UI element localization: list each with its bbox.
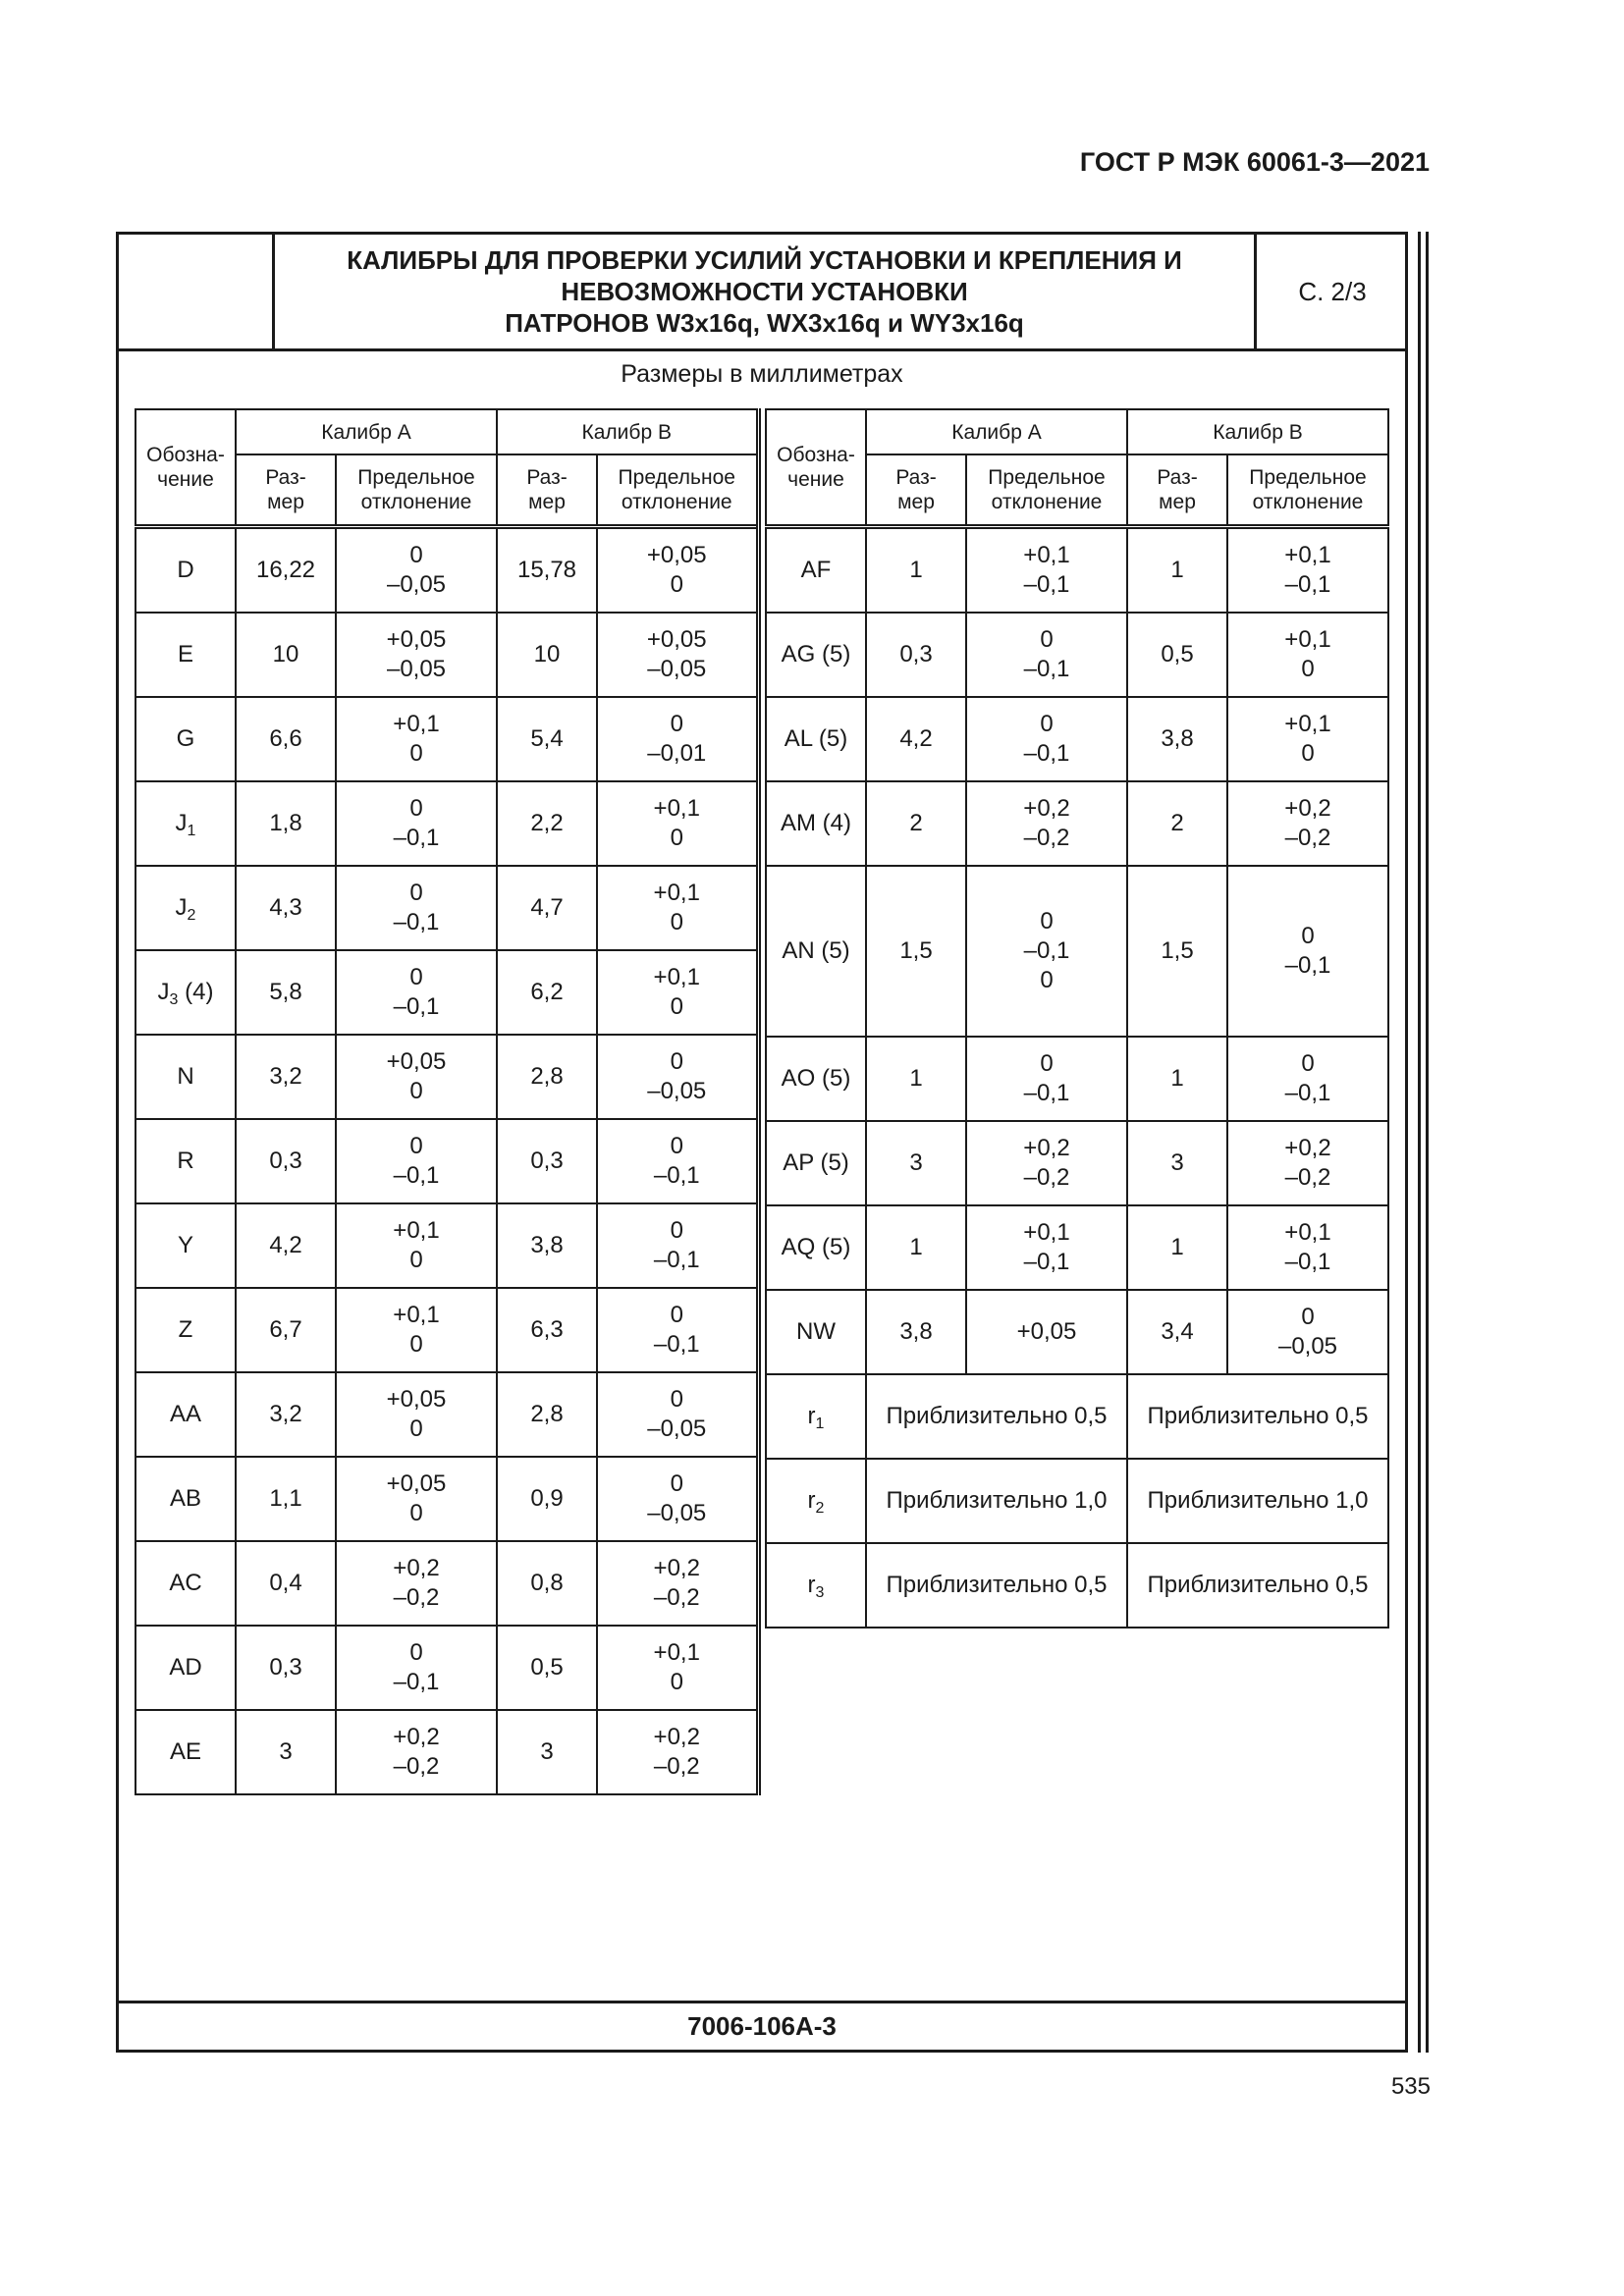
title-line: КАЛИБРЫ ДЛЯ ПРОВЕРКИ УСИЛИЙ УСТАНОВКИ И КРЕПЛЕНИЯ И	[347, 245, 1182, 275]
size-b: 2,2	[497, 781, 597, 866]
size-a: 5,8	[236, 950, 336, 1035]
sheet-code: 7006-106A-3	[687, 2011, 837, 2041]
designation: E	[135, 613, 236, 697]
size-b: 0,8	[497, 1541, 597, 1626]
table-row	[766, 1290, 1388, 1374]
designation: Z	[135, 1288, 236, 1372]
table-row	[766, 697, 1388, 781]
size-b: 5,4	[497, 697, 597, 781]
deviation-b: +0,05 0	[597, 527, 758, 614]
col-size: Раз- мер	[236, 454, 336, 527]
table-row	[135, 1119, 758, 1203]
table-row	[135, 1288, 758, 1372]
size-b: 0,3	[497, 1119, 597, 1203]
units-note: Размеры в миллиметрах	[621, 360, 903, 388]
size-b: 2,8	[497, 1372, 597, 1457]
size-b: 1	[1127, 527, 1227, 614]
header-rule	[119, 348, 1405, 351]
designation: AA	[135, 1372, 236, 1457]
col-deviation: Предельное отклонение	[336, 454, 497, 527]
deviation-b: 0 –0,1	[1227, 866, 1388, 1037]
size-b: 1	[1127, 1205, 1227, 1290]
deviation-b: 0 –0,05	[1227, 1290, 1388, 1374]
deviation-b: +0,1 0	[597, 950, 758, 1035]
deviation-a: +0,1 –0,1	[966, 527, 1127, 614]
designation: AG (5)	[766, 613, 866, 697]
title-line: ПАТРОНОВ W3x16q, WX3x16q и WY3x16q	[505, 308, 1024, 338]
designation: AC	[135, 1541, 236, 1626]
designation: $r_1$	[766, 1374, 866, 1459]
table-row	[766, 1374, 1388, 1459]
size-b: 0,5	[497, 1626, 597, 1710]
designation: $r_3$	[766, 1543, 866, 1628]
deviation-b: 0 –0,1	[597, 1119, 758, 1203]
deviation-a: 0 –0,1	[336, 866, 497, 950]
size-a: 0,4	[236, 1541, 336, 1626]
size-a: 4,2	[866, 697, 966, 781]
table-row	[135, 1710, 758, 1794]
designation: AN (5)	[766, 866, 866, 1037]
deviation-b: 0 –0,1	[597, 1203, 758, 1288]
deviation-a: +0,2 –0,2	[966, 1121, 1127, 1205]
size-a: 4,3	[236, 866, 336, 950]
table-row	[766, 1459, 1388, 1543]
sheet-title	[275, 235, 1254, 348]
table-row	[135, 1203, 758, 1288]
deviation-b: +0,1 –0,1	[1227, 1205, 1388, 1290]
deviation-b: 0 –0,01	[597, 697, 758, 781]
size-a: 0,3	[236, 1626, 336, 1710]
deviation-a: +0,2 –0,2	[966, 781, 1127, 866]
deviation-a: 0 –0,1	[966, 613, 1127, 697]
deviation-b: +0,2 –0,2	[597, 1710, 758, 1794]
size-a: Приблизительно 1,0	[866, 1459, 1127, 1543]
size-a: Приблизительно 0,5	[866, 1374, 1127, 1459]
table-row	[766, 866, 1388, 1037]
deviation-a: 0 –0,1	[336, 781, 497, 866]
deviation-a: +0,05 0	[336, 1372, 497, 1457]
col-designation: Обозна- чение	[766, 409, 866, 527]
size-a: 2	[866, 781, 966, 866]
designation: $J_3$ (4)	[135, 950, 236, 1035]
sheet-number: С. 2/3	[1298, 276, 1367, 306]
designation: AE	[135, 1710, 236, 1794]
designation: G	[135, 697, 236, 781]
size-a: 6,6	[236, 697, 336, 781]
size-a: 3	[866, 1121, 966, 1205]
size-a: 4,2	[236, 1203, 336, 1288]
table-row	[135, 866, 758, 950]
deviation-a: +0,1 0	[336, 1288, 497, 1372]
size-a: 3,2	[236, 1035, 336, 1119]
col-gauge-b: Калибр В	[1127, 409, 1388, 454]
frame-edge	[1418, 232, 1421, 2053]
col-gauge-a: Калибр А	[236, 409, 497, 454]
table-row	[766, 1205, 1388, 1290]
col-designation: Обозна- чение	[135, 409, 236, 527]
size-a: 16,22	[236, 527, 336, 614]
deviation-a: +0,2 –0,2	[336, 1710, 497, 1794]
size-a: 1	[866, 1037, 966, 1121]
dimensions-table-left	[135, 408, 761, 1795]
size-b: 0,5	[1127, 613, 1227, 697]
col-size: Раз- мер	[497, 454, 597, 527]
table-row	[135, 950, 758, 1035]
designation: AL (5)	[766, 697, 866, 781]
size-b: 3	[1127, 1121, 1227, 1205]
table-row	[766, 781, 1388, 866]
title-line: НЕВОЗМОЖНОСТИ УСТАНОВКИ	[561, 277, 968, 306]
table-row	[135, 1457, 758, 1541]
table-row	[135, 697, 758, 781]
table-row	[135, 1372, 758, 1457]
size-a: 6,7	[236, 1288, 336, 1372]
deviation-a: +0,2 –0,2	[336, 1541, 497, 1626]
designation: NW	[766, 1290, 866, 1374]
deviation-b: +0,1 0	[597, 781, 758, 866]
deviation-a: 0 –0,1	[966, 697, 1127, 781]
size-a: 10	[236, 613, 336, 697]
size-b: 0,9	[497, 1457, 597, 1541]
deviation-b: +0,2 –0,2	[597, 1541, 758, 1626]
col-deviation: Предельное отклонение	[966, 454, 1127, 527]
table-row	[135, 781, 758, 866]
deviation-a: +0,05	[966, 1290, 1127, 1374]
deviation-a: 0 –0,1	[966, 1037, 1127, 1121]
size-a: 0,3	[866, 613, 966, 697]
page-number: 535	[1390, 2073, 1431, 2100]
size-b: Приблизительно 0,5	[1127, 1543, 1388, 1628]
deviation-b: +0,1 0	[1227, 613, 1388, 697]
size-a: 1,1	[236, 1457, 336, 1541]
col-gauge-a: Калибр А	[866, 409, 1127, 454]
designation: AM (4)	[766, 781, 866, 866]
designation: AP (5)	[766, 1121, 866, 1205]
deviation-a: 0 –0,1	[336, 1119, 497, 1203]
size-b: 3,8	[1127, 697, 1227, 781]
table-row	[135, 613, 758, 697]
table-row	[135, 527, 758, 614]
deviation-b: 0 –0,05	[597, 1035, 758, 1119]
size-b: 4,7	[497, 866, 597, 950]
table-row	[766, 1543, 1388, 1628]
size-b: 1	[1127, 1037, 1227, 1121]
table-row	[766, 613, 1388, 697]
designation: Y	[135, 1203, 236, 1288]
drawing-frame	[116, 232, 1408, 2053]
col-size: Раз- мер	[866, 454, 966, 527]
size-b: 10	[497, 613, 597, 697]
designation: AB	[135, 1457, 236, 1541]
deviation-a: +0,1 –0,1	[966, 1205, 1127, 1290]
deviation-b: +0,2 –0,2	[1227, 781, 1388, 866]
size-a: 0,3	[236, 1119, 336, 1203]
size-b: 2	[1127, 781, 1227, 866]
table-row	[766, 1121, 1388, 1205]
size-b: Приблизительно 0,5	[1127, 1374, 1388, 1459]
size-b: 1,5	[1127, 866, 1227, 1037]
size-b: 3,4	[1127, 1290, 1227, 1374]
deviation-b: +0,1 0	[597, 866, 758, 950]
designation: D	[135, 527, 236, 614]
designation: R	[135, 1119, 236, 1203]
table-row	[135, 1035, 758, 1119]
deviation-b: 0 –0,1	[597, 1288, 758, 1372]
deviation-a: 0 –0,1	[336, 1626, 497, 1710]
col-deviation: Предельное отклонение	[597, 454, 758, 527]
deviation-a: +0,05 –0,05	[336, 613, 497, 697]
deviation-a: +0,1 0	[336, 1203, 497, 1288]
deviation-b: +0,1 0	[597, 1626, 758, 1710]
standard-number: ГОСТ Р МЭК 60061-3—2021	[1079, 147, 1430, 177]
designation: AO (5)	[766, 1037, 866, 1121]
deviation-b: +0,1 0	[1227, 697, 1388, 781]
size-a: 1,5	[866, 866, 966, 1037]
deviation-a: 0 –0,1 0	[966, 866, 1127, 1037]
col-size: Раз- мер	[1127, 454, 1227, 527]
size-b: Приблизительно 1,0	[1127, 1459, 1388, 1543]
table-row	[135, 1626, 758, 1710]
deviation-a: +0,1 0	[336, 697, 497, 781]
size-a: 3,2	[236, 1372, 336, 1457]
deviation-b: 0 –0,1	[1227, 1037, 1388, 1121]
table-row	[766, 1037, 1388, 1121]
size-b: 15,78	[497, 527, 597, 614]
designation: N	[135, 1035, 236, 1119]
frame-edge	[1426, 232, 1429, 2053]
designation: $r_2$	[766, 1459, 866, 1543]
size-b: 3	[497, 1710, 597, 1794]
deviation-b: 0 –0,05	[597, 1457, 758, 1541]
deviation-b: +0,2 –0,2	[1227, 1121, 1388, 1205]
size-a: 3	[236, 1710, 336, 1794]
size-a: 3,8	[866, 1290, 966, 1374]
size-b: 6,2	[497, 950, 597, 1035]
col-deviation: Предельное отклонение	[1227, 454, 1388, 527]
deviation-a: 0 –0,1	[336, 950, 497, 1035]
size-a: 1	[866, 1205, 966, 1290]
size-a: 1	[866, 527, 966, 614]
size-a: Приблизительно 0,5	[866, 1543, 1127, 1628]
dimensions-table-right	[765, 408, 1389, 1629]
deviation-a: 0 –0,05	[336, 527, 497, 614]
deviation-a: +0,05 0	[336, 1457, 497, 1541]
table-row	[135, 1541, 758, 1626]
table-row	[766, 527, 1388, 614]
deviation-b: +0,05 –0,05	[597, 613, 758, 697]
size-b: 2,8	[497, 1035, 597, 1119]
size-b: 3,8	[497, 1203, 597, 1288]
deviation-a: +0,05 0	[336, 1035, 497, 1119]
designation: AQ (5)	[766, 1205, 866, 1290]
deviation-b: +0,1 –0,1	[1227, 527, 1388, 614]
size-a: 1,8	[236, 781, 336, 866]
col-gauge-b: Калибр В	[497, 409, 758, 454]
size-b: 6,3	[497, 1288, 597, 1372]
designation: AF	[766, 527, 866, 614]
designation: $J_1$	[135, 781, 236, 866]
designation: $J_2$	[135, 866, 236, 950]
designation: AD	[135, 1626, 236, 1710]
deviation-b: 0 –0,05	[597, 1372, 758, 1457]
